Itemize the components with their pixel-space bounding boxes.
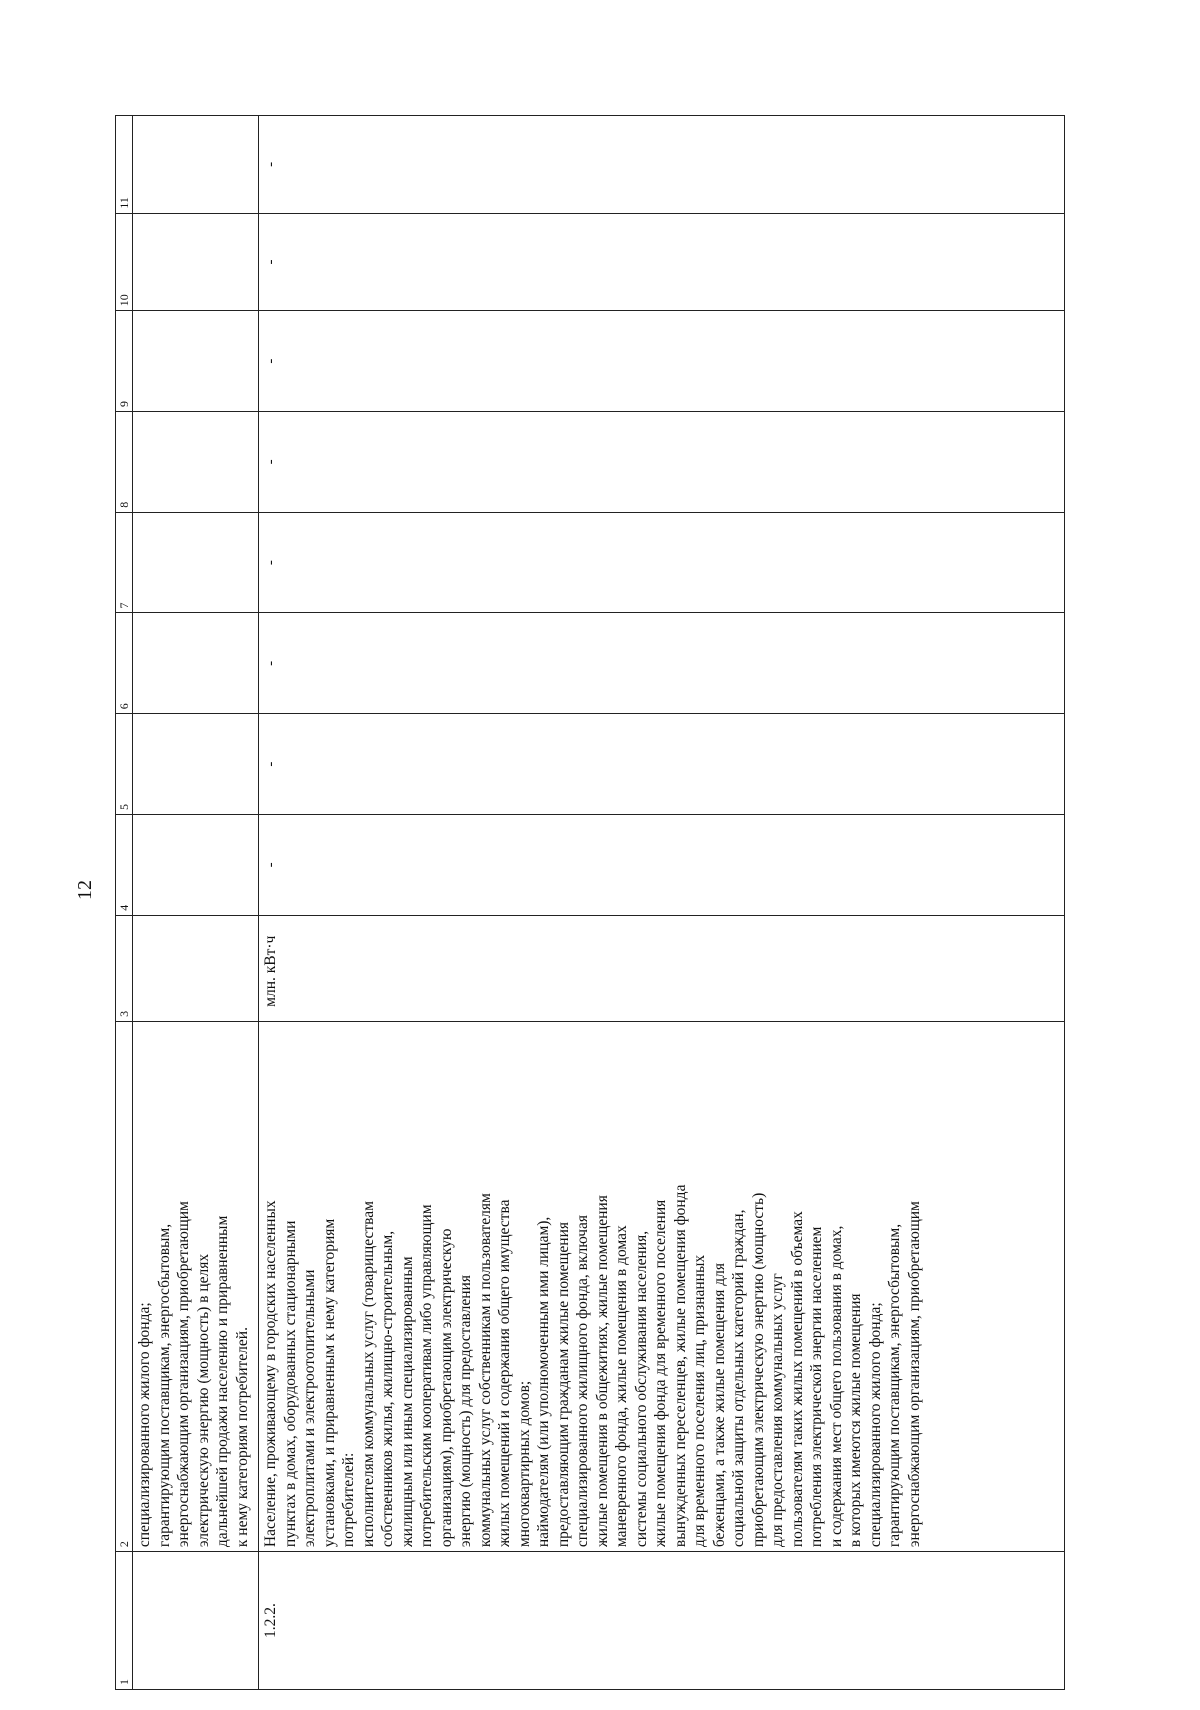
description-line: многоквартирных домов; — [515, 1380, 533, 1548]
description-line: пользователям таких жилых помещений в объемах — [788, 1211, 806, 1548]
item-number-cell — [133, 1552, 259, 1690]
description-line: для предоставления коммунальных услуг — [769, 1273, 786, 1548]
description-line: жилищным или иным специализированным — [398, 1256, 416, 1548]
value-cell — [259, 116, 1065, 214]
description-line: электроплитами и электроотопительными — [301, 1269, 318, 1548]
description-line: Население, проживающему в городских населенных — [262, 1200, 279, 1548]
table-row — [259, 116, 1065, 1690]
description-line: системы социального обслуживания населения, — [632, 1230, 650, 1548]
description-line: маневренного фонда, жилые помещения в домах — [613, 1225, 630, 1548]
column-header: 9 — [116, 311, 133, 412]
value-cell — [133, 714, 259, 815]
description-line: специализированного жилого фонда; — [866, 1302, 884, 1548]
value-dash: - — [263, 358, 279, 364]
description-cell — [259, 1021, 1065, 1551]
column-header-row — [116, 116, 133, 1690]
description-line: электрическую энергию (мощность) в целях — [194, 1253, 212, 1548]
description-line: приобретающим электрическую энергию (мощность) — [749, 1192, 767, 1548]
value-cell — [259, 815, 1065, 916]
description-line: беженцами, а также жилые помещения для — [710, 1262, 728, 1548]
column-header: 5 — [116, 714, 133, 815]
description-line: предоставляющим гражданам жилые помещения — [554, 1221, 572, 1548]
unit-label: млн. кВт·ч — [262, 935, 279, 1007]
description-line: социальной защиты отдельных категорий граждан, — [730, 1209, 747, 1548]
description-line: в которых имеются жилые помещения — [847, 1293, 864, 1548]
value-cell — [133, 613, 259, 714]
page-number: 12 — [73, 880, 96, 900]
value-cell — [259, 613, 1065, 714]
description-line: установками, и приравненным к нему категориям — [320, 1218, 338, 1548]
value-dash: - — [263, 560, 279, 566]
description-line: коммунальных услуг собственникам и пользователям — [476, 1193, 494, 1548]
description-line: энергию (мощность) для предоставления — [457, 1275, 474, 1548]
value-dash: - — [263, 862, 279, 868]
description-line: гарантирующим поставщикам, энергосбытовым, — [155, 1223, 173, 1548]
description-line: потребления электрической энергии населением — [808, 1226, 825, 1548]
description-line: наймодателям (или уполномоченным ими лицам), — [535, 1216, 552, 1548]
column-header: 1 — [116, 1552, 133, 1690]
description-line: исполнителям коммунальных услуг (товариществам — [359, 1201, 377, 1548]
value-cell — [133, 412, 259, 513]
value-cell — [133, 116, 259, 214]
description-line: специализированного жилищного фонда, включая — [574, 1214, 591, 1548]
unit-cell — [259, 915, 1065, 1021]
unit-cell — [133, 915, 259, 1021]
table-row — [133, 116, 259, 1690]
description-line: для временного поселения лиц, признанных — [691, 1254, 708, 1548]
rotated-table-container — [115, 115, 1065, 1690]
description-line: жилые помещения фонда для временного поселения — [652, 1199, 669, 1548]
description-line: и содержания мест общего пользования в домах, — [827, 1225, 845, 1548]
description-line: потребительским кооперативам либо управляющим — [418, 1204, 435, 1548]
description-line: дальнейшей продажи населению и приравненным — [214, 1215, 231, 1548]
value-cell — [133, 213, 259, 311]
description-line: к нему категориям потребителей. — [233, 1327, 251, 1548]
description-line: гарантирующим поставщикам, энергосбытовым, — [886, 1223, 903, 1548]
column-header: 2 — [116, 1021, 133, 1551]
value-cell — [259, 412, 1065, 513]
value-dash: - — [263, 259, 279, 265]
value-cell — [259, 512, 1065, 613]
column-header: 8 — [116, 412, 133, 513]
description-line: пунктах в домах, оборудованных стационарными — [281, 1220, 299, 1548]
description-line: собственников жилья, жилищно-строительным, — [379, 1230, 396, 1548]
column-header: 11 — [116, 116, 133, 214]
value-dash: - — [263, 761, 279, 767]
description-line: специализированного жилого фонда; — [136, 1302, 153, 1548]
item-number-cell: 1.2.2. — [259, 1552, 1065, 1690]
value-dash: - — [263, 161, 279, 167]
description-cell — [133, 1021, 259, 1551]
value-cell — [133, 512, 259, 613]
description-line: энергоснабжающим организациям, приобретающим — [905, 1201, 923, 1548]
column-header: 4 — [116, 815, 133, 916]
data-table — [115, 115, 1065, 1690]
value-cell — [259, 213, 1065, 311]
value-cell — [259, 714, 1065, 815]
value-cell — [259, 311, 1065, 412]
description-line: жилые помещения в общежитиях, жилые помещения — [593, 1195, 611, 1548]
description-line: энергоснабжающим организациям, приобретающим — [175, 1201, 192, 1548]
column-header: 3 — [116, 915, 133, 1021]
column-header: 10 — [116, 213, 133, 311]
column-header: 6 — [116, 613, 133, 714]
description-line: жилых помещений и содержания общего имущества — [496, 1199, 513, 1548]
value-dash: - — [263, 459, 279, 465]
description-line: потребителей: — [340, 1452, 357, 1548]
value-cell — [133, 815, 259, 916]
description-line: вынужденных переселенцев, жилые помещения фонда — [671, 1184, 689, 1548]
value-dash: - — [263, 660, 279, 666]
description-line: организациям), приобретающим электрическую — [437, 1228, 455, 1548]
column-header: 7 — [116, 512, 133, 613]
value-cell — [133, 311, 259, 412]
